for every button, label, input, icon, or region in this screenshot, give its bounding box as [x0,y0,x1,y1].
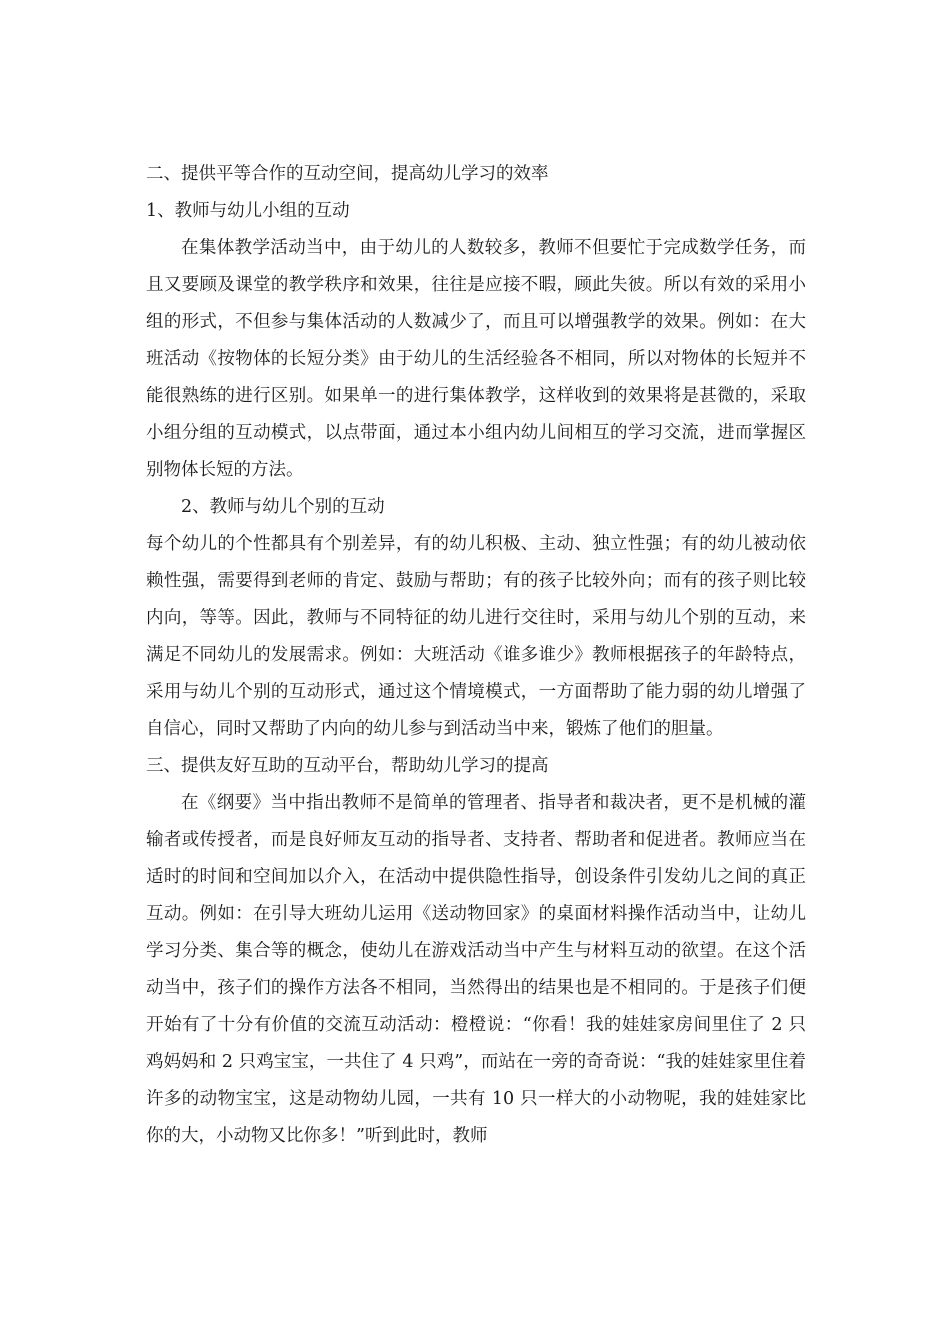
section-heading-2: 二、提供平等合作的互动空间，提高幼儿学习的效率 [146,164,549,184]
subsection-heading-2-2: 2、教师与幼儿个别的互动 [181,497,385,517]
body-paragraph: 在集体教学活动当中，由于幼儿的人数较多，教师不但要忙于完成数学任务，而且又要顾及课堂的教学秩序和效果，往往是应接不暇，顾此失彼。所以有效的采用小组的形式，不但参与集体活动的人数减少了，而且可以增强教学的效果。例如：在大班活动《按物体的长短分类》由于幼儿的生活经验各不相同，所以对物体的长短并不能很熟练的进行区别。如果单一的进行集体教学，这样收到的效果将是甚微的，采取小组分组的互动模式，以点带面，通过本小组内幼儿间相互的学习交流，进而掌握区别物体长短的方法。 [146,238,806,480]
document-body [146,156,806,1155]
body-paragraph: 在《纲要》当中指出教师不是简单的管理者、指导者和裁决者，更不是机械的灌输者或传授者，而是良好师友互动的指导者、支持者、帮助者和促进者。教师应当在适时的时间和空间加以介入，在活动中提供隐性指导，创设条件引发幼儿之间的真正互动。例如：在引导大班幼儿运用《送动物回家》的桌面材料操作活动当中，让幼儿学习分类、集合等的概念，使幼儿在游戏活动当中产生与材料互动的欲望。在这个活动当中，孩子们的操作方法各不相同，当然得出的结果也是不相同的。于是孩子们便开始有了十分有价值的交流互动活动：橙橙说：“你看！我的娃娃家房间里住了 2 只鸡妈妈和 2 只鸡宝宝，一共住了 4 只鸡”，而站在一旁的奇奇说：“我的娃娃家里住着许多的动物宝宝，这是动物幼儿园，一共有 10 只一样大的小动物呢，我的娃娃家比你的大，小动物又比你多！”听到此时，教师 [146,793,806,1146]
body-paragraph: 每个幼儿的个性都具有个别差异，有的幼儿积极、主动、独立性强；有的幼儿被动依赖性强，需要得到老师的肯定、鼓励与帮助；有的孩子比较外向；而有的孩子则比较内向，等等。因此，教师与不同特征的幼儿进行交往时，采用与幼儿个别的互动，来满足不同幼儿的发展需求。例如：大班活动《谁多谁少》教师根据孩子的年龄特点，采用与幼儿个别的互动形式，通过这个情境模式，一方面帮助了能力弱的幼儿增强了自信心，同时又帮助了内向的幼儿参与到活动当中来，锻炼了他们的胆量。 [146,534,806,739]
subsection-heading-2-1: 1、教师与幼儿小组的互动 [146,201,350,221]
section-heading-3: 三、提供友好互助的互动平台，帮助幼儿学习的提高 [146,756,549,776]
